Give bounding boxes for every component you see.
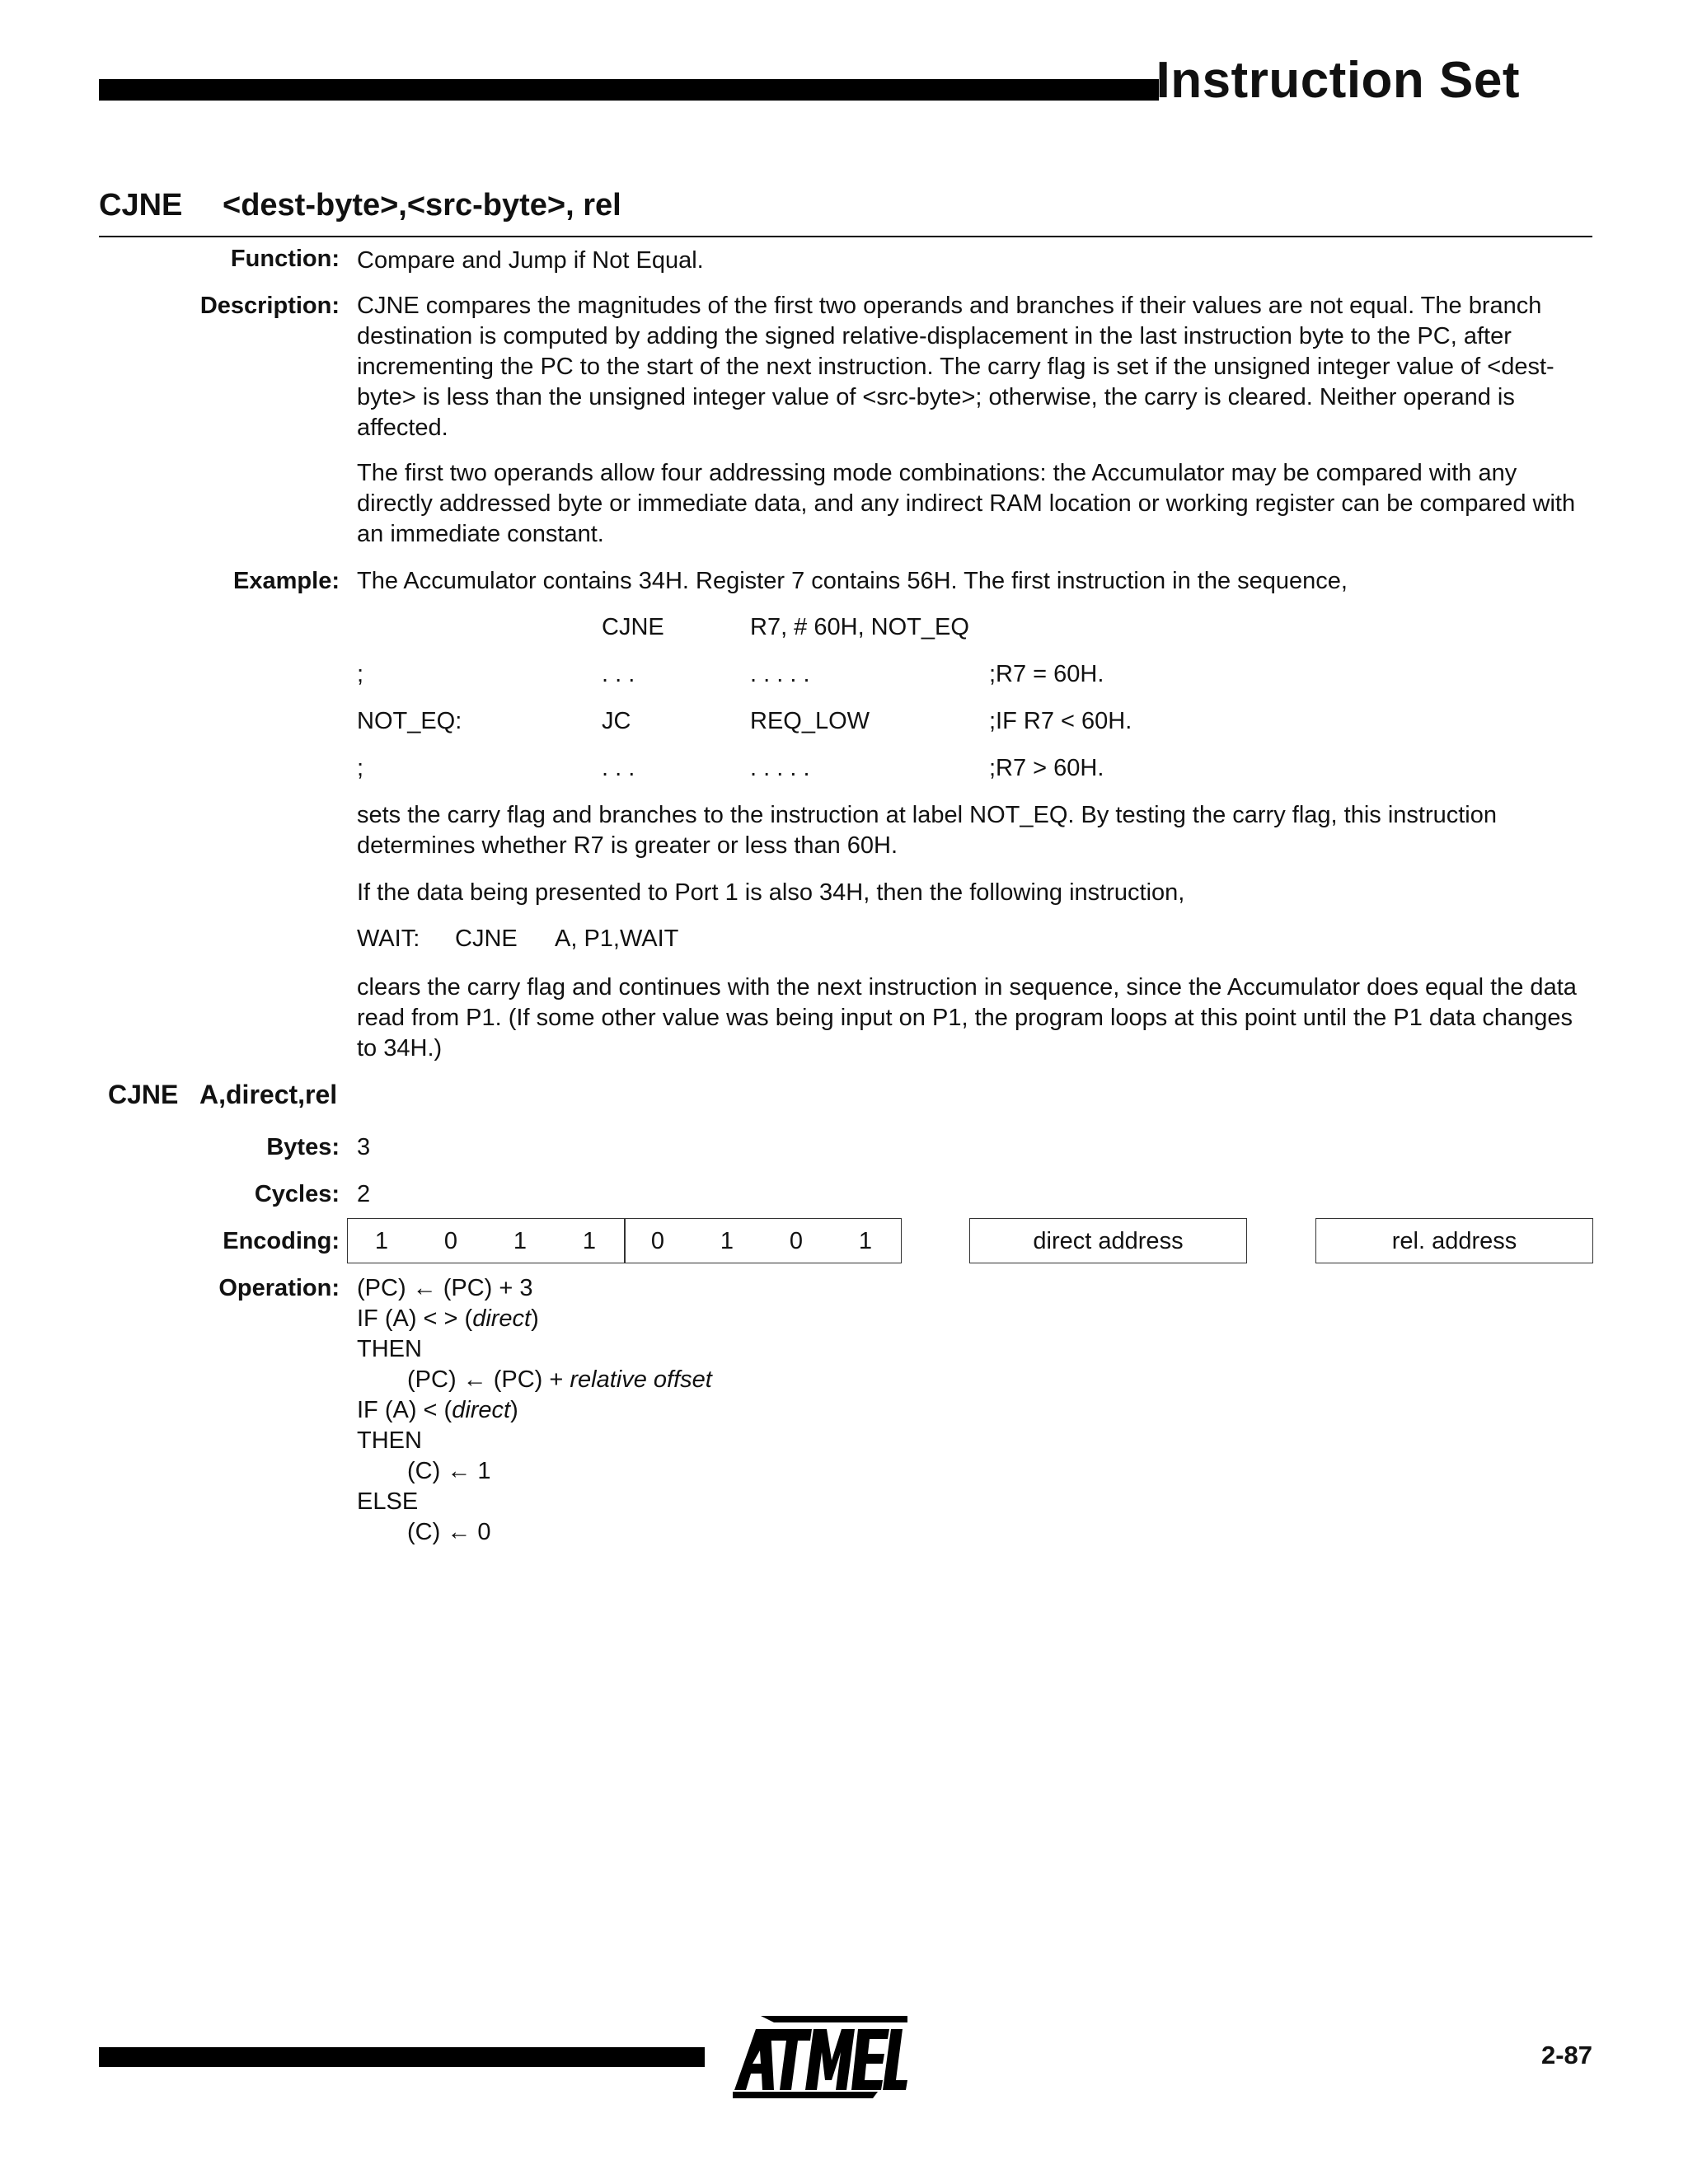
operation-line: (C) ← 1 [407,1458,491,1484]
encoding-bit: 1 [720,1228,734,1254]
wait-label: WAIT: [357,926,420,952]
operation-line: THEN [357,1336,422,1362]
code-mnemonic: . . . [602,755,635,781]
wait-operand: A, P1,WAIT [555,926,679,952]
code-mnemonic: JC [602,708,631,734]
operation-line: ELSE [357,1488,419,1515]
code-mnemonic: . . . [602,661,635,687]
bytes-label: Bytes: [266,1134,340,1160]
example-label: Example: [233,568,340,594]
encoding-bit: 1 [582,1228,597,1254]
encoding-bit: 1 [513,1228,528,1254]
variant-operands: A,direct,rel [199,1080,338,1109]
code-label: ; [357,755,364,781]
code-comment: ;R7 > 60H. [989,755,1104,781]
encoding-label: Encoding: [223,1228,340,1254]
cycles-label: Cycles: [254,1181,340,1207]
page-header-title: Instruction Set [1156,52,1520,109]
header-rule [99,79,1159,101]
variant-mnemonic: CJNE [108,1080,179,1109]
operation-line: IF (A) < > (direct) [357,1305,539,1332]
section-divider [99,236,1592,237]
code-comment: ;R7 = 60H. [989,661,1104,687]
code-operand: R7, # 60H, NOT_EQ [750,614,969,640]
encoding-rel-address: rel. address [1391,1228,1517,1254]
description-paragraph-2: The first two operands allow four addressing mode combinations: the Accumulator may be compared with any directly addressed byte or immediate data, and any indirect RAM location or working register can be compared with an immediate constant. [357,460,1576,547]
cycles-value: 2 [357,1181,371,1207]
encoding-bit: 0 [650,1228,665,1254]
operation-line: (PC) ← (PC) + 3 [357,1275,533,1301]
wait-mnemonic: CJNE [455,926,518,952]
code-operand: . . . . . [750,661,810,687]
page-number: 2-87 [1540,2041,1592,2069]
example-after-code: sets the carry flag and branches to the instruction at label NOT_EQ. By testing the carry flag, this instruction determines whether R7 is greater or less than 60H. [357,802,1497,859]
example-conclusion: clears the carry flag and continues with the next instruction in sequence, since the Accumulator does equal the data read from P1. (If some other value was being input on P1, the program loops at this point until the P1 data changes to 34H.) [357,974,1577,1062]
example-intro: The Accumulator contains 34H. Register 7 contains 56H. The first instruction in the sequence, [357,568,1348,594]
encoding-bit: 0 [443,1228,458,1254]
operation-line: IF (A) < (direct) [357,1397,518,1423]
code-operand: . . . . . [750,755,810,781]
instruction-operands: <dest-byte>,<src-byte>, rel [223,188,621,223]
description-paragraph-1: CJNE compares the magnitudes of the first two operands and branches if their values are not equal. The branch destination is computed by adding the signed relative-displacement in the last instruction byte to the PC, after incrementing the PC to the start of the next instruction. The carry flag is set if the unsigned integer value of <dest-byte> is less than the unsigned integer value of <src-byte>; otherwise, the carry is cleared. Neither operand is affected. [357,293,1554,441]
operation-line: THEN [357,1427,422,1454]
function-text: Compare and Jump if Not Equal. [357,247,704,274]
description-label: Description: [199,293,340,319]
function-label: Function: [230,246,340,272]
bytes-value: 3 [357,1134,371,1160]
operation-line: (PC) ← (PC) + relative offset [407,1366,712,1393]
atmel-logo [733,2014,907,2099]
code-label: NOT_EQ: [357,708,462,734]
example-port-intro: If the data being presented to Port 1 is also 34H, then the following instruction, [357,879,1185,906]
code-label: ; [357,661,364,687]
instruction-mnemonic: CJNE [99,188,183,223]
encoding-bit: 0 [789,1228,804,1254]
encoding-bit: 1 [858,1228,873,1254]
operation-label: Operation: [218,1275,340,1301]
footer-rule [99,2047,705,2067]
encoding-bit: 1 [374,1228,389,1254]
code-operand: REQ_LOW [750,708,870,734]
operation-line: (C) ← 0 [407,1519,491,1545]
code-comment: ;IF R7 < 60H. [989,708,1132,734]
encoding-direct-address: direct address [1033,1228,1184,1254]
code-mnemonic: CJNE [602,614,664,640]
